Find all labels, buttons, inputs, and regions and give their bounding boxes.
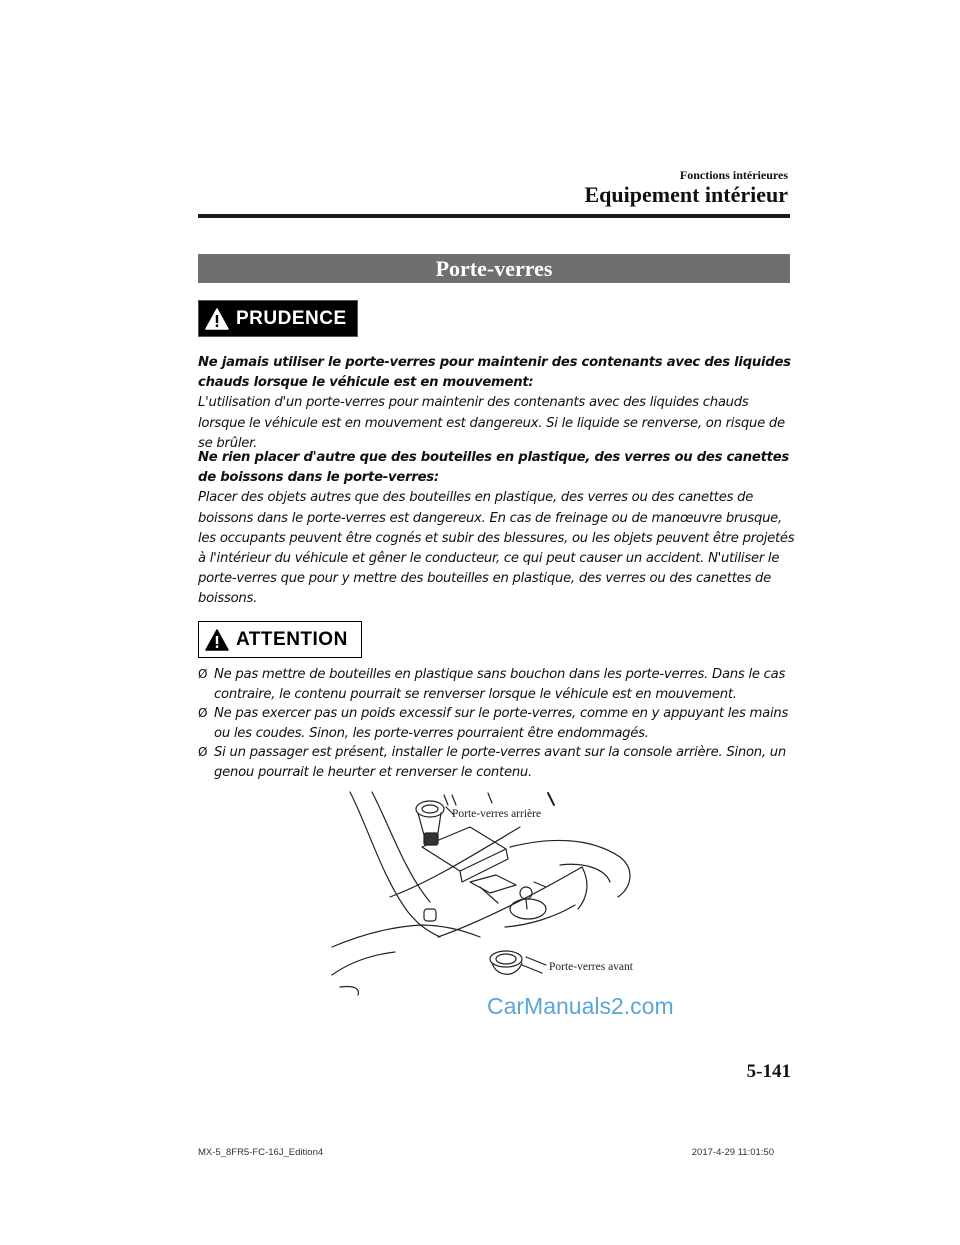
prudence-item-2 [198, 448, 798, 610]
watermark: CarManuals2.com [487, 993, 674, 1019]
header-rule [198, 214, 790, 218]
prudence-badge [198, 300, 358, 337]
warning-triangle-icon [205, 629, 229, 651]
list-item [198, 743, 798, 782]
prudence-item-1-heading: Ne jamais utiliser le porte-verres pour maintenir des contenants avec des liquides chauds lorsque le véhicule est en mouvement: [198, 355, 791, 391]
footer-doc-id: MX-5_8FR5-FC-16J_Edition4 [198, 1147, 324, 1158]
label-front-cup-holder: Porte-verres avant [549, 961, 633, 973]
attention-item-3-text: Si un passager est présent, installer le porte-verres avant sur la console arrière. Sinon, un genou pourrait le heurter et renverser le contenu. [214, 745, 787, 780]
label-rear-cup-holder: Porte-verres arrière [452, 808, 542, 820]
list-item [198, 704, 798, 743]
prudence-item-2-text: Placer des objets autres que des bouteilles en plastique, des verres ou des canettes de boissons dans le porte-verres est dangereux. En cas de freinage ou de manœuvre brusque, les occupants peuvent être cognés et subir des blessures, ou les objets peuvent être projetés à l'intérieur du véhicule et gêner le conducteur, ce qui peut causer un accident. N'utiliser le porte-verres que pour y mettre des bouteilles en plastique, des verres ou des canettes de boissons. [198, 490, 795, 607]
prudence-item-2-heading: Ne rien placer d'autre que des bouteilles en plastique, des verres ou des canettes de boissons dans le porte-verres: [198, 450, 790, 486]
attention-badge [198, 621, 362, 658]
attention-item-1-text: Ne pas mettre de bouteilles en plastique sans bouchon dans les porte-verres. Dans le cas contraire, le contenu pourrait se renverser lorsque le véhicule est en mouvement. [214, 667, 786, 702]
prudence-item-1 [198, 353, 798, 454]
attention-item-2-text: Ne pas exercer pas un poids excessif sur le porte-verres, comme en y appuyant les mains ou les coudes. Sinon, les porte-verres pourraient être endommagés. [214, 706, 789, 741]
arrow-bullet-icon: Ø [198, 745, 208, 760]
prudence-item-1-text: L'utilisation d'un porte-verres pour maintenir des contenants avec des liquides chauds lorsque le véhicule est en mouvement est dangereux. Si le liquide se renverse, on risque de se brûler. [198, 395, 785, 451]
header-section-label: Fonctions intérieures [679, 168, 788, 182]
header-title: Equipement intérieur [584, 182, 788, 207]
attention-label: ATTENTION [236, 628, 348, 650]
section-title: Porte-verres [198, 254, 790, 283]
footer-timestamp: 2017-4-29 11:01:50 [691, 1147, 774, 1158]
warning-triangle-icon [205, 308, 229, 330]
arrow-bullet-icon: Ø [198, 706, 208, 721]
arrow-bullet-icon: Ø [198, 667, 208, 681]
attention-list [198, 665, 798, 783]
list-item [198, 665, 798, 704]
page-number: 5-141 [746, 1061, 791, 1082]
prudence-label: PRUDENCE [236, 307, 347, 329]
